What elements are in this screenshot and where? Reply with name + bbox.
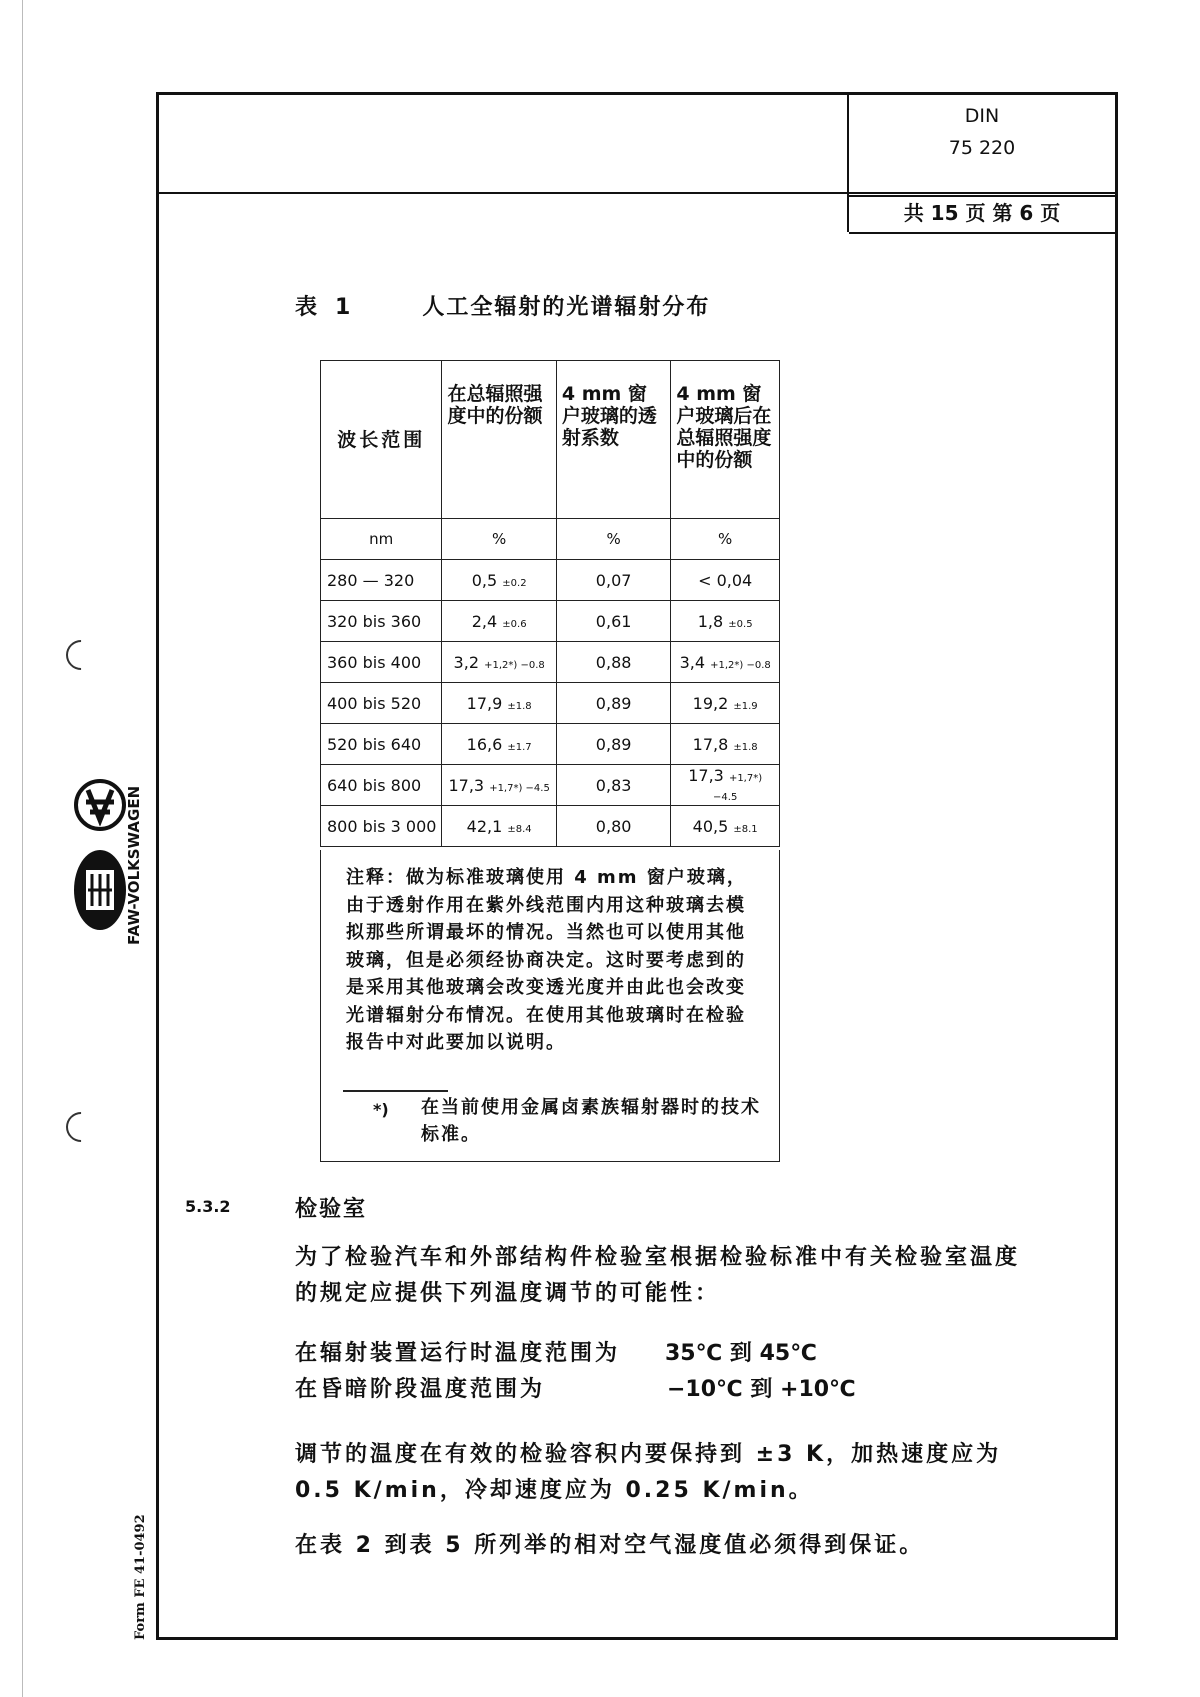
after-cell: 40,5 ±8.1 xyxy=(671,806,780,847)
range-cell: 640 bis 800 xyxy=(321,765,442,806)
col-header-share: 在总辐照强度中的份额 xyxy=(442,361,556,519)
footnote-divider xyxy=(343,1090,448,1092)
table-row xyxy=(321,601,780,642)
range-cell: 800 bis 3 000 xyxy=(321,806,442,847)
col-header-transmission: 4 mm 窗户玻璃的透射系数 xyxy=(556,361,671,519)
din-number: 75 220 xyxy=(948,137,1016,159)
table-title xyxy=(295,290,710,321)
trans-cell: 0,80 xyxy=(556,806,671,847)
table-note: 注释：做为标准玻璃使用 4 mm 窗户玻璃，由于透射作用在紫外线范围内用这种玻璃去模拟那些所谓最坏的情况。当然也可以使用其他玻璃，但是必须经协商决定。这时要考虑到的是采用其他玻璃会改变透光度并由此也会改变光谱辐射分布情况。在使用其他玻璃时在检验报告中对此要加以说明。 xyxy=(346,867,747,1053)
share-cell: 17,3 +1,7*) −4.5 xyxy=(442,765,556,806)
unit-cell: nm xyxy=(321,519,442,560)
share-cell: 42,1 ±8.4 xyxy=(442,806,556,847)
table-label: 表 xyxy=(295,295,320,320)
humidity-paragraph: 在表 2 到表 5 所列举的相对空气湿度值必须得到保证。 xyxy=(295,1533,925,1558)
after-cell: 19,2 ±1.9 xyxy=(671,683,780,724)
footnote-text: 在当前使用金属卤素族辐射器时的技术标准。 xyxy=(421,1097,761,1145)
share-cell: 16,6 ±1.7 xyxy=(442,724,556,765)
punch-hole-icon xyxy=(60,1106,102,1148)
unit-cell: % xyxy=(556,519,671,560)
unit-cell: % xyxy=(671,519,780,560)
share-cell: 17,9 ±1.8 xyxy=(442,683,556,724)
trans-cell: 0,61 xyxy=(556,601,671,642)
range-cell: 360 bis 400 xyxy=(321,642,442,683)
spectral-table xyxy=(320,360,780,847)
table-row xyxy=(321,724,780,765)
table-note-box xyxy=(320,850,780,1162)
after-cell: 3,4 +1,2*) −0.8 xyxy=(671,642,780,683)
page-info: 共 15 页 第 6 页 xyxy=(849,195,1115,234)
temp-range-dark xyxy=(295,1372,856,1403)
share-cell: 2,4 ±0.6 xyxy=(442,601,556,642)
temp-label: 在辐射装置运行时温度范围为 xyxy=(295,1341,621,1366)
section-number: 5.3.2 xyxy=(185,1197,231,1216)
after-cell: < 0,04 xyxy=(671,560,780,601)
trans-cell: 0,07 xyxy=(556,560,671,601)
section-title: 检验室 xyxy=(295,1197,368,1222)
punch-hole-icon xyxy=(60,634,102,676)
faw-vw-logo-icon xyxy=(72,750,162,950)
temp-value: 35℃ 到 45℃ xyxy=(665,1341,817,1366)
after-cell: 1,8 ±0.5 xyxy=(671,601,780,642)
din-header-box xyxy=(847,95,1115,232)
range-cell: 520 bis 640 xyxy=(321,724,442,765)
trans-cell: 0,83 xyxy=(556,765,671,806)
regulation-paragraph: 调节的温度在有效的检验容积内要保持到 ±3 K，加热速度应为 0.5 K/min，冷却速度应为 0.25 K/min。 xyxy=(295,1442,1002,1503)
range-cell: 280 — 320 xyxy=(321,560,442,601)
range-cell: 320 bis 360 xyxy=(321,601,442,642)
share-cell: 3,2 +1,2*) −0.8 xyxy=(442,642,556,683)
din-label: DIN xyxy=(964,105,1000,127)
range-cell: 400 bis 520 xyxy=(321,683,442,724)
table-row xyxy=(321,765,780,806)
unit-cell: % xyxy=(442,519,556,560)
table-caption: 人工全辐射的光谱辐射分布 xyxy=(422,295,711,320)
trans-cell: 0,89 xyxy=(556,724,671,765)
after-cell: 17,3 +1,7*) −4.5 xyxy=(671,765,780,806)
table-number: 1 xyxy=(335,295,353,320)
table-row xyxy=(321,642,780,683)
col-header-wavelength: 波长范围 xyxy=(321,361,442,519)
form-number: Form FE 41-0492 xyxy=(133,1514,148,1640)
trans-cell: 0,88 xyxy=(556,642,671,683)
table-row xyxy=(321,683,780,724)
temp-range-operation xyxy=(295,1336,817,1367)
col-header-share-behind-glass: 4 mm 窗户玻璃后在总辐照强度中的份额 xyxy=(671,361,780,519)
after-cell: 17,8 ±1.8 xyxy=(671,724,780,765)
temp-label: 在昏暗阶段温度范围为 xyxy=(295,1377,546,1402)
brand-vertical-text: FAW-VOLKSWAGEN xyxy=(125,785,143,945)
trans-cell: 0,89 xyxy=(556,683,671,724)
section-intro: 为了检验汽车和外部结构件检验室根据检验标准中有关检验室温度的规定应提供下列温度调节的可能性： xyxy=(295,1245,1021,1306)
table-row xyxy=(321,560,780,601)
footnote-mark: *) xyxy=(373,1100,389,1119)
share-cell: 0,5 ±0.2 xyxy=(442,560,556,601)
temp-value: −10℃ 到 +10℃ xyxy=(667,1377,856,1402)
binder-margin-line xyxy=(22,0,23,1697)
table-row xyxy=(321,806,780,847)
